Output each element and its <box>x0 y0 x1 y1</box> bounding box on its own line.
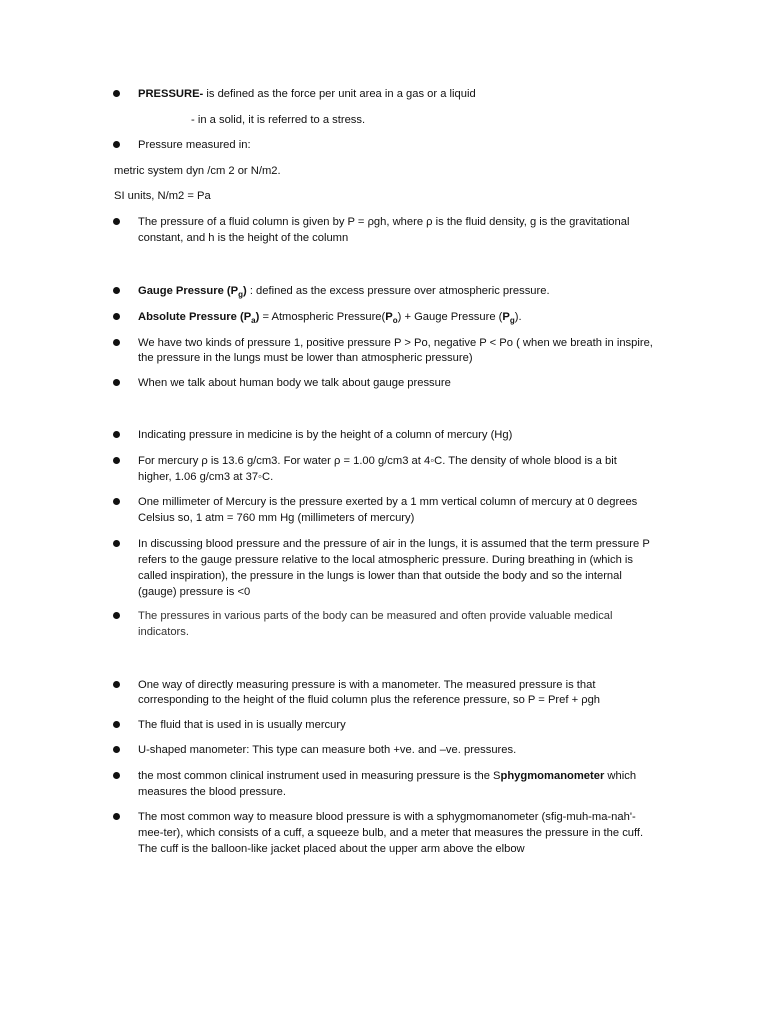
solid-note: - in a solid, it is referred to a stress. <box>191 114 366 126</box>
metric-system-line: metric system dyn /cm 2 or N/m2. <box>114 165 281 177</box>
bullet <box>113 339 120 346</box>
body-pressures-line-1: The pressures in various parts of the body can be measured and often provide valuable medical <box>138 610 613 622</box>
subscript-o: o <box>392 316 398 325</box>
subscript-g: g <box>509 316 515 325</box>
paren-close: ) <box>243 285 247 297</box>
sphygmomanometer-line-2: measures the blood pressure. <box>138 786 287 798</box>
measure-bp-line-3: The cuff is the balloon-like jacket placed about the upper arm above the elbow <box>138 843 525 855</box>
two-kinds-line-2: the pressure in the lungs must be lower than atmospheric pressure) <box>138 352 473 364</box>
bullet <box>113 287 120 294</box>
mmhg-line-1: One millimeter of Mercury is the pressure exerted by a 1 mm vertical column of mercury at 0 degrees <box>138 496 638 508</box>
blood-pressure-line-3: called inspiration), the pressure in the lungs is lower than that outside the body and so the internal <box>138 570 622 582</box>
term-pressure: PRESSURE- <box>138 88 204 100</box>
abs-text: + Gauge Pressure ( <box>401 311 503 323</box>
sphygmomanometer-line-1 <box>138 768 636 784</box>
pressure-measured-heading: Pressure measured in: <box>138 139 251 151</box>
symbol-p: P <box>502 311 510 323</box>
fluid-mercury-line: The fluid that is used in is usually mercury <box>138 719 346 731</box>
symbol-p: P <box>385 311 393 323</box>
bullet <box>113 813 120 820</box>
u-shaped-manometer-line: U-shaped manometer: This type can measure both +ve. and –ve. pressures. <box>138 744 517 756</box>
term-gauge-pressure: Gauge Pressure (P <box>138 285 239 297</box>
bullet <box>113 681 120 688</box>
blood-pressure-line-1: In discussing blood pressure and the pressure of air in the lungs, it is assumed that the term pressure P <box>138 538 650 550</box>
mercury-density-line-1: For mercury ρ is 13.6 g/cm3. For water ρ = 1.00 g/cm3 at 4◦C. The density of whole blood is a bit <box>138 455 617 467</box>
subscript-g: g <box>238 290 243 299</box>
bullet <box>113 379 120 386</box>
bullet <box>113 90 120 97</box>
pressure-definition <box>138 86 476 102</box>
gauge-pressure-definition <box>138 283 550 299</box>
bullet <box>113 141 120 148</box>
subscript-a: a <box>251 316 256 325</box>
bullet <box>113 313 120 320</box>
medicine-pressure-line: Indicating pressure in medicine is by the height of a column of mercury (Hg) <box>138 429 513 441</box>
sph-text: the most common clinical instrument used in measuring pressure is the S <box>138 770 501 782</box>
blood-pressure-line-4: (gauge) pressure is <0 <box>138 586 251 598</box>
bullet <box>113 498 120 505</box>
term-absolute-pressure: Absolute Pressure (P <box>138 311 252 323</box>
measure-bp-line-2: mee-ter), which consists of a cuff, a squeeze bulb, and a meter that measures the pressure in the cuff. <box>138 827 644 839</box>
human-body-line: When we talk about human body we talk about gauge pressure <box>138 377 451 389</box>
fluid-column-line-1: The pressure of a fluid column is given by P = ρgh, where ρ is the fluid density, g is the gravitational <box>138 216 630 228</box>
bullet <box>113 457 120 464</box>
term-sphygmomanometer: phygmomanometer <box>500 770 605 782</box>
manometer-line-2: corresponding to the height of the fluid column plus the reference pressure, so P = Pref + ρgh <box>138 694 601 706</box>
two-kinds-line-1: We have two kinds of pressure 1, positive pressure P > Po, negative P < Po ( when we breath in inspire, <box>138 337 653 349</box>
mercury-density-line-2: higher, 1.06 g/cm3 at 37◦C. <box>138 471 274 483</box>
definition-text: is defined as the force per unit area in a gas or a liquid <box>203 88 476 100</box>
body-pressures-line-2: indicators. <box>138 626 189 638</box>
mmhg-line-2: Celsius so, 1 atm = 760 mm Hg (millimeters of mercury) <box>138 512 415 524</box>
bullet <box>113 746 120 753</box>
absolute-pressure-definition <box>138 309 522 325</box>
bullet <box>113 721 120 728</box>
bullet <box>113 218 120 225</box>
gauge-text: : defined as the excess pressure over atmospheric pressure. <box>246 285 550 297</box>
blood-pressure-line-2: refers to the gauge pressure relative to the local atmospheric pressure. During breathing in (which is <box>138 554 633 566</box>
fluid-column-line-2: constant, and h is the height of the column <box>138 232 349 244</box>
bullet <box>113 772 120 779</box>
manometer-line-1: One way of directly measuring pressure is with a manometer. The measured pressure is that <box>138 679 596 691</box>
paren-close: ) <box>255 311 260 323</box>
si-units-line: SI units, N/m2 = Pa <box>114 190 211 202</box>
bullet <box>113 540 120 547</box>
sph-text: which <box>604 770 637 782</box>
paren-close: ) <box>397 311 402 323</box>
abs-text: = Atmospheric Pressure( <box>259 311 386 323</box>
measure-bp-line-1: The most common way to measure blood pressure is with a sphygmomanometer (sfig-muh-ma-nah'- <box>138 811 636 823</box>
bullet <box>113 612 120 619</box>
bullet <box>113 431 120 438</box>
paren-close: ). <box>514 311 522 323</box>
